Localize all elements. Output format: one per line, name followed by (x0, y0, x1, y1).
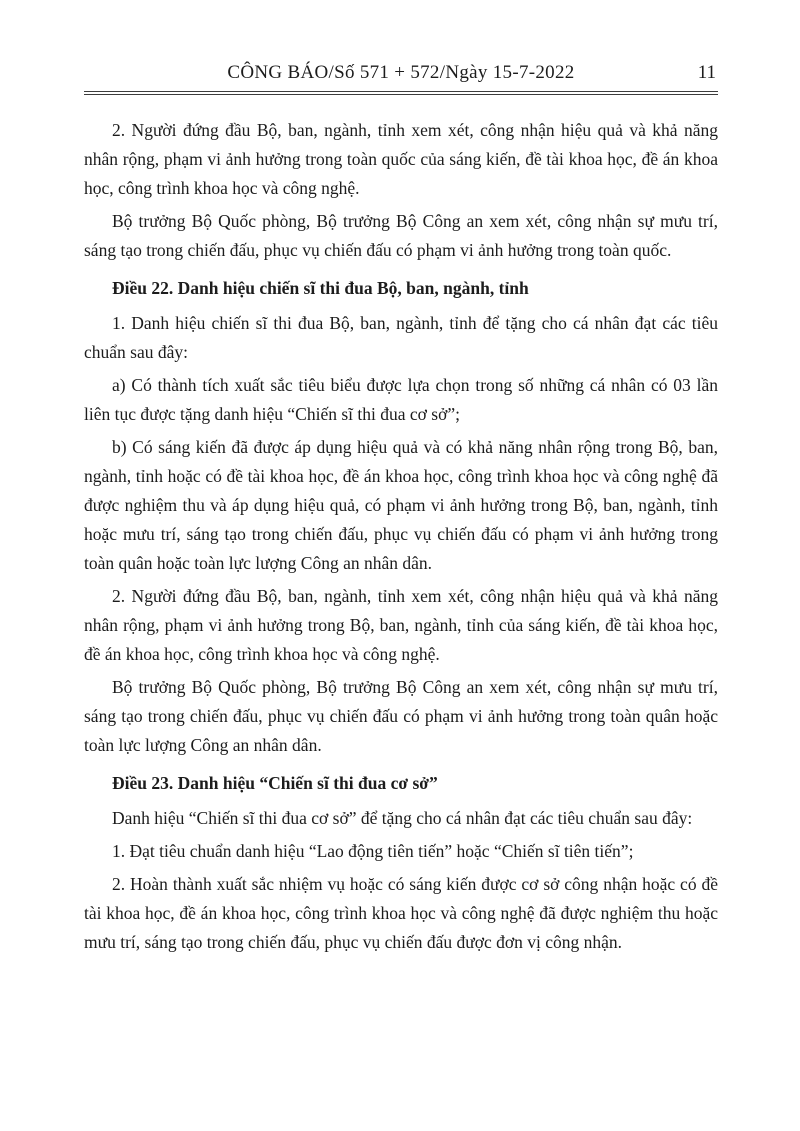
article-22-heading: Điều 22. Danh hiệu chiến sĩ thi đua Bộ, ban, ngành, tỉnh (112, 278, 529, 298)
paragraph-article22-clause-1: 1. Danh hiệu chiến sĩ thi đua Bộ, ban, ngành, tỉnh để tặng cho cá nhân đạt các tiêu chuẩn sau đây: (84, 313, 718, 362)
paragraph-article22-point-a: a) Có thành tích xuất sắc tiêu biểu được lựa chọn trong số những cá nhân có 03 lần liên tục được tặng danh hiệu “Chiến sĩ thi đua cơ sở”; (84, 375, 718, 424)
paragraph-article23-intro: Danh hiệu “Chiến sĩ thi đua cơ sở” để tặng cho cá nhân đạt các tiêu chuẩn sau đây: (112, 808, 693, 828)
page-number: 11 (697, 62, 716, 83)
paragraph-minister-national: Bộ trưởng Bộ Quốc phòng, Bộ trưởng Bộ Công an xem xét, công nhận sự mưu trí, sáng tạo trong chiến đấu, phục vụ chiến đấu có phạm vi ảnh hưởng trong toàn quốc. (84, 211, 718, 260)
paragraph-article22-clause-2: 2. Người đứng đầu Bộ, ban, ngành, tỉnh xem xét, công nhận hiệu quả và khả năng nhân rộng, phạm vi ảnh hưởng trong Bộ, ban, ngành, tỉnh của sáng kiến, đề tài khoa học, đề án khoa học, công trình khoa học và công nghệ. (84, 586, 718, 664)
gazette-header-title: CÔNG BÁO/Số 571 + 572/Ngày 15-7-2022 (227, 62, 575, 83)
page-header (84, 62, 718, 95)
header-rule (84, 62, 718, 95)
document-body (84, 95, 718, 957)
paragraph-article23-clause-1: 1. Đạt tiêu chuẩn danh hiệu “Lao động tiên tiến” hoặc “Chiến sĩ tiên tiến”; (112, 841, 634, 861)
paragraph-article22-minister: Bộ trưởng Bộ Quốc phòng, Bộ trưởng Bộ Công an xem xét, công nhận sự mưu trí, sáng tạo trong chiến đấu, phục vụ chiến đấu có phạm vi ảnh hưởng trong toàn quân hoặc toàn lực lượng Công an nhân dân. (84, 677, 718, 755)
paragraph-clause-2-national: 2. Người đứng đầu Bộ, ban, ngành, tỉnh xem xét, công nhận hiệu quả và khả năng nhân rộng, phạm vi ảnh hưởng trong toàn quốc của sáng kiến, đề tài khoa học, đề án khoa học, công trình khoa học và công nghệ. (84, 120, 718, 198)
paragraph-article22-point-b: b) Có sáng kiến đã được áp dụng hiệu quả và có khả năng nhân rộng trong Bộ, ban, ngành, tỉnh hoặc có đề tài khoa học, đề án khoa học, công trình khoa học và công nghệ đã được nghiệm thu và áp dụng hiệu quả, có phạm vi ảnh hưởng trong Bộ, ban, ngành, tỉnh hoặc mưu trí, sáng tạo trong chiến đấu, phục vụ chiến đấu có phạm vi ảnh hưởng trong toàn quân hoặc toàn lực lượng Công an nhân dân. (84, 437, 718, 573)
article-23-heading: Điều 23. Danh hiệu “Chiến sĩ thi đua cơ sở” (112, 773, 438, 793)
paragraph-article23-clause-2: 2. Hoàn thành xuất sắc nhiệm vụ hoặc có sáng kiến được cơ sở công nhận hoặc có đề tài khoa học, đề án khoa học, công trình khoa học và công nghệ đã được nghiệm thu hoặc mưu trí, sáng tạo trong chiến đấu, phục vụ chiến đấu được đơn vị công nhận. (84, 874, 718, 952)
